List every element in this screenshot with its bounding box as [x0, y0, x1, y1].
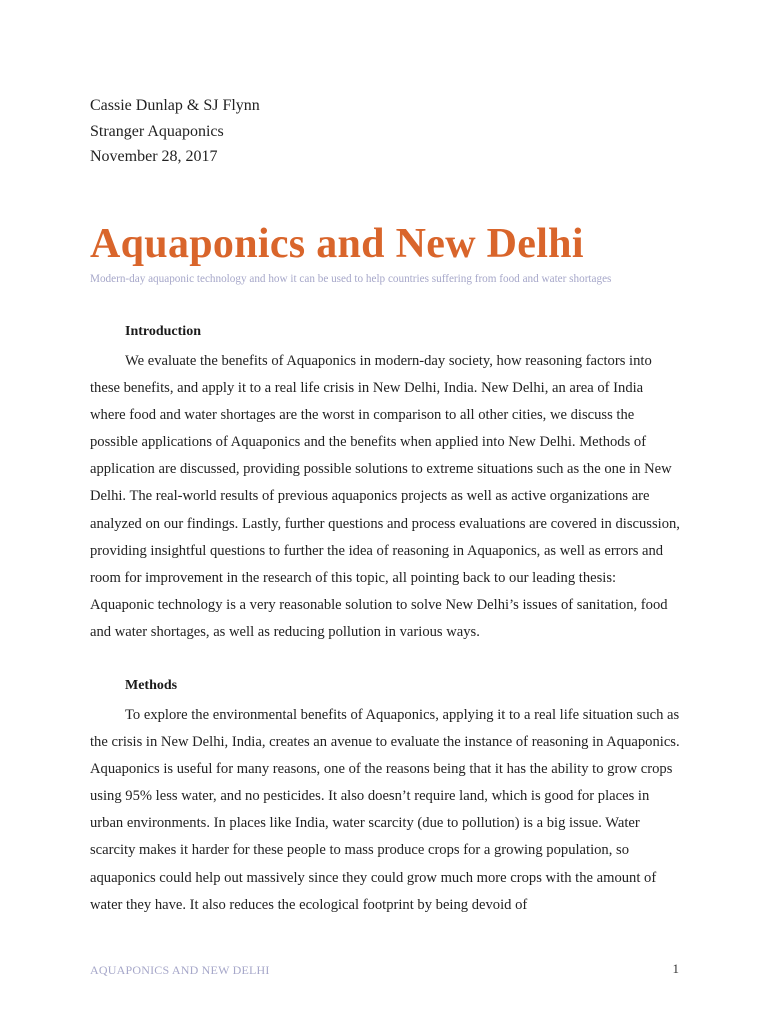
- methods-body: To explore the environmental benefits of Aquaponics, applying it to a real life situation such as the crisis in New Delhi, India, creates an avenue to evaluate the instance of reasoning in Aquaponics. Aquaponics is useful for many reasons, one of the reasons being that it has the ability to grow crops using 95% less water, and no pesticides. It also doesn’t require land, which is good for places in urban environments. In places like India, water scarcity (due to pollution) is a big issue. Water scarcity makes it harder for these people to mass produce crops for a growing population, so aquaponics could help out massively since they could grow much more crops with the amount of water they have. It also reduces the ecological footprint by being devoid of: [90, 707, 680, 913]
- author-block: [90, 93, 260, 170]
- page-number: 1: [672, 961, 679, 976]
- introduction-section: [90, 322, 680, 646]
- methods-heading: Methods: [125, 678, 178, 693]
- introduction-body: We evaluate the benefits of Aquaponics in modern-day society, how reasoning factors into these benefits, and apply it to a real life crisis in New Delhi, India. New Delhi, an area of India where food and water shortages are the worst in comparison to all other cities, we discuss the possible applications of Aquaponics and the benefits when applied into New Delhi. Methods of application are discussed, providing possible solutions to extreme situations such as the one in New Delhi. The real-world results of previous aquaponics projects as well as active organizations are analyzed on our findings. Lastly, further questions and process evaluations are covered in discussion, providing insightful questions to further the idea of reasoning in Aquaponics, as well as errors and room for improvement in the research of this topic, all pointing back to our leading thesis: Aquaponic technology is a very reasonable solution to solve New Delhi’s issues of sanitation, food and water shortages, as well as reducing pollution in various ways.: [90, 353, 680, 640]
- methods-section: [90, 676, 680, 919]
- authors: Cassie Dunlap & SJ Flynn: [90, 97, 260, 114]
- introduction-heading: Introduction: [125, 324, 201, 339]
- date: November 28, 2017: [90, 148, 218, 165]
- document-title: Aquaponics and New Delhi: [90, 221, 584, 267]
- organization: Stranger Aquaponics: [90, 122, 224, 140]
- running-footer-title: AQUAPONICS AND NEW DELHI: [90, 963, 270, 977]
- document-subtitle: Modern-day aquaponic technology and how it can be used to help countries suffering from food and water shortages: [90, 273, 612, 285]
